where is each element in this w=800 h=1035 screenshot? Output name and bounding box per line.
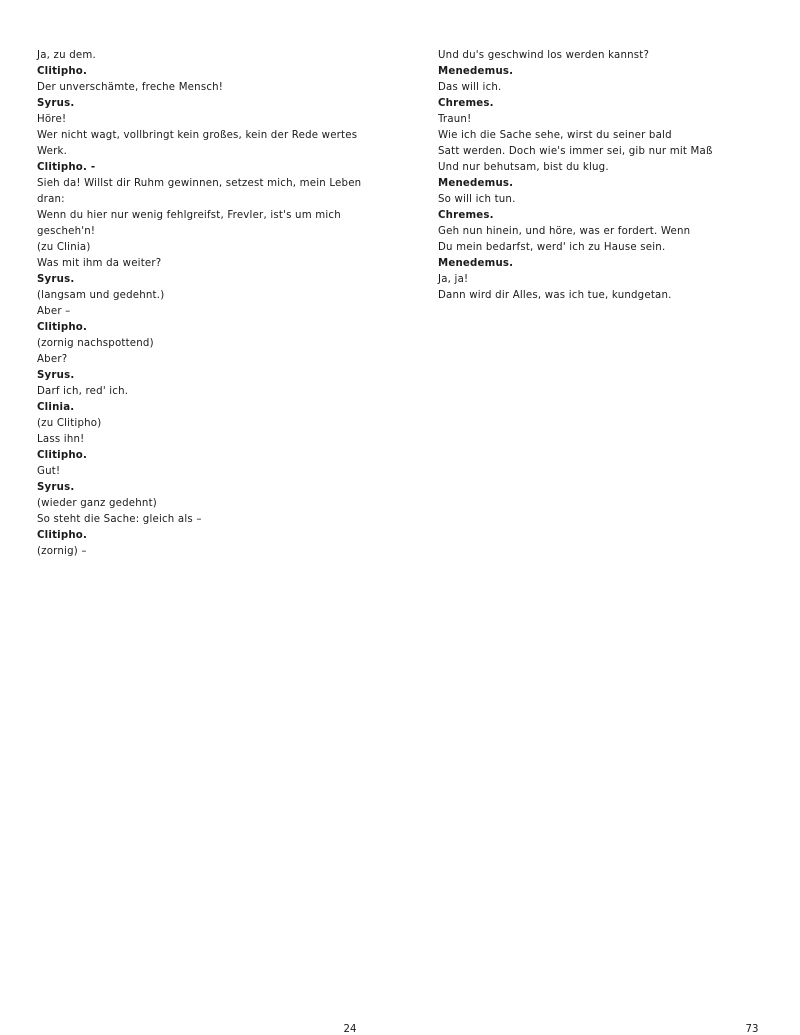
left_column-text-line: (wieder ganz gedehnt): [37, 498, 157, 509]
right_column-speaker-line: Menedemus.: [438, 178, 514, 189]
left_column-text-line: (zornig nachspottend): [37, 338, 154, 349]
right_column-text-line: Du mein bedarfst, werd' ich zu Hause sein.: [438, 242, 666, 253]
left_column-text-line: (zornig) –: [37, 546, 87, 557]
right-text-column: [438, 48, 768, 304]
page-number-right: 73: [745, 1024, 759, 1035]
left_column-speaker-line: Clitipho.: [37, 322, 88, 333]
right_column-text-line: Traun!: [438, 114, 472, 125]
right_column-speaker-line: Menedemus.: [438, 258, 514, 269]
left_column-text-line: Der unverschämte, freche Mensch!: [37, 82, 224, 93]
left_column-text-line: dran:: [37, 194, 65, 205]
right_column-speaker-line: Chremes.: [438, 210, 494, 221]
left_column-text-line: Aber?: [37, 354, 68, 365]
left_column-speaker-line: Syrus.: [37, 370, 75, 381]
left_column-speaker-line: Clitipho.: [37, 450, 88, 461]
right_column-text-line: Und du's geschwind los werden kannst?: [438, 50, 650, 61]
left_column-text-line: Gut!: [37, 466, 61, 477]
right_column-text-line: Dann wird dir Alles, was ich tue, kundgetan.: [438, 290, 672, 301]
left_column-text-line: Wenn du hier nur wenig fehlgreifst, Frevler, ist's um mich: [37, 210, 341, 221]
page-number-left: 24: [343, 1024, 357, 1035]
left_column-text-line: Was mit ihm da weiter?: [37, 258, 162, 269]
left_column-text-line: Werk.: [37, 146, 68, 157]
right_column-text-line: Und nur behutsam, bist du klug.: [438, 162, 609, 173]
left_column-text-line: So steht die Sache: gleich als –: [37, 514, 202, 525]
left_column-text-line: Sieh da! Willst dir Ruhm gewinnen, setzest mich, mein Leben: [37, 178, 362, 189]
left_column-text-line: (langsam und gedehnt.): [37, 290, 165, 301]
left_column-text-line: Aber –: [37, 306, 71, 317]
left_column-text-line: gescheh'n!: [37, 226, 96, 237]
right_column-text-line: Das will ich.: [438, 82, 502, 93]
right_column-speaker-line: Menedemus.: [438, 66, 514, 77]
left_column-text-line: Darf ich, red' ich.: [37, 386, 129, 397]
left-text-column: [37, 48, 382, 560]
left_column-speaker-line: Clitipho. -: [37, 162, 96, 173]
left_column-speaker-line: Syrus.: [37, 274, 75, 285]
left_column-speaker-line: Syrus.: [37, 482, 75, 493]
right_column-text-line: Ja, ja!: [438, 274, 469, 285]
left_column-speaker-line: Clitipho.: [37, 66, 88, 77]
right_column-speaker-line: Chremes.: [438, 98, 494, 109]
left_column-text-line: Lass ihn!: [37, 434, 85, 445]
left_column-text-line: Ja, zu dem.: [37, 50, 96, 61]
left_column-text-line: Höre!: [37, 114, 67, 125]
right_column-text-line: Wie ich die Sache sehe, wirst du seiner bald: [438, 130, 672, 141]
left_column-speaker-line: Clinia.: [37, 402, 75, 413]
left_column-speaker-line: Syrus.: [37, 98, 75, 109]
left_column-text-line: (zu Clinia): [37, 242, 91, 253]
left_column-speaker-line: Clitipho.: [37, 530, 88, 541]
right_column-text-line: Satt werden. Doch wie's immer sei, gib nur mit Maß: [438, 146, 713, 157]
page-footer: [0, 506, 800, 1035]
left_column-text-line: (zu Clitipho): [37, 418, 102, 429]
left_column-text-line: Wer nicht wagt, vollbringt kein großes, kein der Rede wertes: [37, 130, 358, 141]
right_column-text-line: Geh nun hinein, und höre, was er fordert. Wenn: [438, 226, 691, 237]
right_column-text-line: So will ich tun.: [438, 194, 516, 205]
